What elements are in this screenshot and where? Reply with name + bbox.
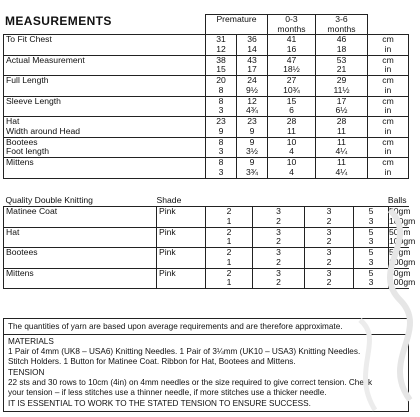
quantity-row <box>4 248 409 269</box>
materials-line-2: Stitch Holders. 1 Button for Matinee Coat. Ribbon for Hat, Bootees and Mittens. <box>8 357 296 366</box>
header-3-6-months: 3-6 months <box>316 15 368 35</box>
value-0-3-months: 10 4 <box>268 158 316 179</box>
balls-premature-1: 2 1 <box>206 248 253 269</box>
balls-premature-2: 3 2 <box>253 207 305 228</box>
value-3-6-months: 28 11 <box>316 117 368 138</box>
balls-0-3-months: 3 2 <box>305 207 354 228</box>
balls-0-3-months: 3 2 <box>305 227 354 248</box>
premature-value-2: 23 9 <box>237 117 268 138</box>
measurement-row <box>4 35 409 56</box>
quantity-row <box>4 227 409 248</box>
measurement-row <box>4 158 409 179</box>
quantities-note: The quantities of yarn are based upon average requirements and are therefore approximate. <box>8 322 343 331</box>
unit-label: cm in <box>368 76 409 97</box>
yarn-item: Matinee Coat <box>4 207 157 228</box>
premature-value-1: 20 8 <box>206 76 237 97</box>
premature-value-2: 9 3¾ <box>237 158 268 179</box>
unit-label: cm in <box>368 158 409 179</box>
value-0-3-months: 27 10¾ <box>268 76 316 97</box>
unit-label: cm in <box>368 137 409 158</box>
measurement-label: Sleeve Length <box>4 96 206 117</box>
notes-divider <box>4 334 408 335</box>
premature-value-1: 23 9 <box>206 117 237 138</box>
yarn-item: Hat <box>4 227 157 248</box>
value-3-6-months: 46 18 <box>316 35 368 56</box>
quality-label: Quality Double Knitting <box>5 195 93 206</box>
measurement-label: Bootees Foot length <box>4 137 206 158</box>
premature-value-1: 38 15 <box>206 55 237 76</box>
quantities-header <box>4 193 409 207</box>
value-0-3-months: 28 11 <box>268 117 316 138</box>
unit-label: cm in <box>368 96 409 117</box>
yarn-shade: Pink <box>157 227 206 248</box>
premature-value-2: 36 14 <box>237 35 268 56</box>
page-title: MEASUREMENTS <box>5 14 112 28</box>
unit-label: cm in <box>368 35 409 56</box>
value-3-6-months: 11 4¼ <box>316 158 368 179</box>
measurement-label: Full Length <box>4 76 206 97</box>
balls-3-6-months: 5 3 <box>354 207 389 228</box>
premature-value-2: 24 9½ <box>237 76 268 97</box>
value-3-6-months: 53 21 <box>316 55 368 76</box>
balls-3-6-months: 5 3 <box>354 268 389 289</box>
premature-value-2: 43 17 <box>237 55 268 76</box>
ball-weight: 50gm 100gm <box>389 267 416 288</box>
header-premature: Premature <box>206 15 268 35</box>
balls-premature-1: 2 1 <box>206 268 253 289</box>
shade-header: Shade <box>156 195 182 206</box>
premature-value-2: 9 3½ <box>237 137 268 158</box>
premature-value-1: 8 3 <box>206 96 237 117</box>
value-0-3-months: 15 6 <box>268 96 316 117</box>
value-3-6-months: 29 11½ <box>316 76 368 97</box>
quantity-row <box>4 268 409 289</box>
measurement-label: To Fit Chest <box>4 35 206 56</box>
value-3-6-months: 11 4¼ <box>316 137 368 158</box>
measurements-header <box>4 15 409 35</box>
balls-3-6-months: 5 3 <box>354 227 389 248</box>
value-3-6-months: 17 6½ <box>316 96 368 117</box>
ball-weight: 50gm 100gm <box>389 206 416 226</box>
value-0-3-months: 10 4 <box>268 137 316 158</box>
unit-label: cm in <box>368 55 409 76</box>
balls-3-6-months: 5 3 <box>354 248 389 269</box>
measurement-label: Actual Measurement <box>4 55 206 76</box>
balls-premature-2: 3 2 <box>253 268 305 289</box>
quantity-row <box>4 207 409 228</box>
tension-line-2: your tension – if less stitches use a thinner needle, if more stitches use a thicker needle. <box>8 388 327 397</box>
measurement-row <box>4 117 409 138</box>
unit-label: cm in <box>368 117 409 138</box>
materials-line-1: 1 Pair of 4mm (UK8 – USA6) Knitting Needles. 1 Pair of 3¼mm (UK10 – USA3) Knitting Needles. <box>8 347 361 356</box>
quantities-table <box>3 193 416 289</box>
measurement-row <box>4 137 409 158</box>
balls-premature-1: 2 1 <box>206 227 253 248</box>
yarn-item: Bootees <box>4 248 157 269</box>
balls-header: Balls <box>387 195 407 206</box>
yarn-shade: Pink <box>157 207 206 228</box>
value-0-3-months: 41 16 <box>268 35 316 56</box>
measurement-label: Mittens <box>4 158 206 179</box>
premature-value-1: 8 3 <box>206 158 237 179</box>
measurement-row <box>4 96 409 117</box>
materials-heading: MATERIALS <box>8 337 54 346</box>
yarn-shade: Pink <box>157 268 206 289</box>
ball-weight: 50gm 100gm <box>389 247 416 267</box>
notes-box <box>3 318 409 412</box>
balls-premature-1: 2 1 <box>206 207 253 228</box>
premature-value-1: 8 3 <box>206 137 237 158</box>
header-0-3-months: 0-3 months <box>268 15 316 35</box>
measurement-row <box>4 55 409 76</box>
balls-premature-2: 3 2 <box>253 227 305 248</box>
tension-warning: IT IS ESSENTIAL TO WORK TO THE STATED TENSION TO ENSURE SUCCESS. <box>8 399 311 408</box>
balls-0-3-months: 3 2 <box>305 268 354 289</box>
measurements-table <box>3 14 409 179</box>
value-0-3-months: 47 18½ <box>268 55 316 76</box>
balls-premature-2: 3 2 <box>253 248 305 269</box>
balls-0-3-months: 3 2 <box>305 248 354 269</box>
tension-heading: TENSION <box>8 368 45 377</box>
measurement-label: Hat Width around Head <box>4 117 206 138</box>
premature-value-2: 12 4¾ <box>237 96 268 117</box>
premature-value-1: 31 12 <box>206 35 237 56</box>
yarn-item: Mittens <box>4 268 157 289</box>
tension-line-1: 22 sts and 30 rows to 10cm (4in) on 4mm needles or the size required to give correct tension. Check <box>8 378 373 387</box>
ball-weight: 50gm 100gm <box>389 226 416 247</box>
yarn-shade: Pink <box>157 248 206 269</box>
measurement-row <box>4 76 409 97</box>
